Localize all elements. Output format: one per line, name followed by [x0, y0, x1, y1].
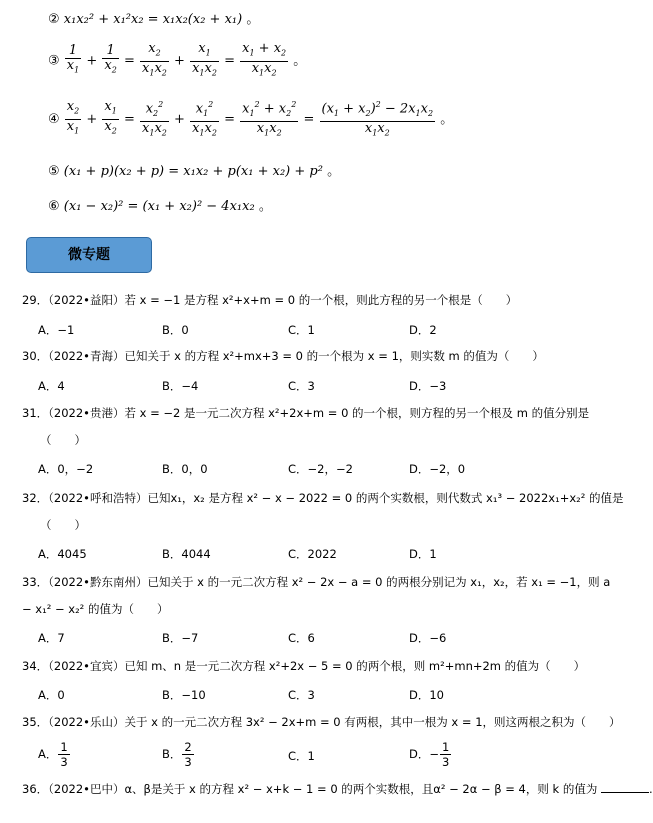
q33-option-d[interactable]: D．−6 — [409, 631, 447, 645]
question-32-continued: （ ） — [40, 518, 86, 532]
question-33-continued: − x₁² − x₂² 的值为（ ） — [22, 602, 169, 616]
q29-option-b[interactable]: B．0 — [162, 323, 189, 337]
q30-option-b[interactable]: B．−4 — [162, 379, 199, 393]
q32-option-c[interactable]: C．2022 — [288, 547, 337, 561]
q30-option-d[interactable]: D．−3 — [409, 379, 447, 393]
formula-2-expression: x₁x₂² + x₁²x₂ = x₁x₂(x₂ + x₁) — [63, 12, 243, 27]
question-36: 36．（2022•巴中）α、β是关于 x 的方程 x² − x+k − 1 = 0 的两个实数根，且α² − 2α − β = 4，则 k 的值为 . — [22, 782, 653, 796]
q31-option-d[interactable]: D．−2，0 — [409, 462, 466, 476]
formula-2: ② x₁x₂² + x₁²x₂ = x₁x₂(x₂ + x₁) 。 — [48, 12, 260, 27]
q31-option-a[interactable]: A．0，−2 — [38, 462, 94, 476]
q30-option-a[interactable]: A．4 — [38, 379, 65, 393]
q29-option-c[interactable]: C．1 — [288, 323, 315, 337]
q35-option-b[interactable]: B． $\frac{2}{3}$ — [162, 740, 192, 769]
formula-5: ⑤ (x₁ + p)(x₂ + p) = x₁x₂ + p(x₁ + x₂) + p² 。 — [48, 164, 341, 179]
q35-option-c[interactable]: C．1 — [288, 749, 315, 763]
q33-option-b[interactable]: B．−7 — [162, 631, 199, 645]
q31-option-b[interactable]: B．0，0 — [162, 462, 208, 476]
question-31-continued: （ ） — [40, 433, 86, 447]
question-30: 30．（2022•青海）已知关于 x 的方程 x²+mx+3 = 0 的一个根为 x = 1，则实数 m 的值为（ ） — [22, 349, 544, 363]
formula-3: ③ $\frac{1}{x_1}$ + $\frac{1}{x_2}$ = $\frac{x_2}{x_1x_2}$ + $\frac{x_1}{x_1x_2}$ = $\frac{x_1 + x_2}{x_1x_2}$ 。 — [48, 41, 307, 78]
question-31: 31．（2022•贵港）若 x = −2 是一元二次方程 x²+2x+m = 0 的一个根，则方程的另一个根及 m 的值分别是 — [22, 406, 590, 420]
question-32: 32．（2022•呼和浩特）已知x₁，x₂ 是方程 x² − x − 2022 = 0 的两个实数根，则代数式 x₁³ − 2022x₁+x₂² 的值是 — [22, 491, 624, 505]
q34-option-a[interactable]: A．0 — [38, 688, 65, 702]
question-35: 35．（2022•乐山）关于 x 的一元二次方程 3x² − 2x+m = 0 有两根，其中一根为 x = 1，则这两根之积为（ ） — [22, 715, 621, 729]
answer-blank[interactable] — [601, 782, 649, 793]
q35-option-d[interactable]: D．− $\frac{1}{3}$ — [409, 740, 450, 769]
q30-option-c[interactable]: C．3 — [288, 379, 315, 393]
q32-option-b[interactable]: B．4044 — [162, 547, 211, 561]
q35-option-a[interactable]: A． $\frac{1}{3}$ — [38, 740, 68, 769]
q34-option-b[interactable]: B．−10 — [162, 688, 206, 702]
q34-option-d[interactable]: D．10 — [409, 688, 444, 702]
formula-4: ④ $\frac{x_2}{x_1}$ + $\frac{x_1}{x_2}$ = $\frac{x_2^2}{x_1x_2}$ + $\frac{x_1^2}{x_1x_2}$ = $\frac{x_1^2 + x_2^2}{x_1x_2}$ = $\frac{(x_1 + x_2)^2 - 2x_1x_2}{x_1x_2}$ 。 — [48, 99, 454, 138]
q32-option-a[interactable]: A．4045 — [38, 547, 87, 561]
section-banner: 微专题 — [26, 237, 152, 273]
q33-option-a[interactable]: A．7 — [38, 631, 65, 645]
q32-option-d[interactable]: D．1 — [409, 547, 437, 561]
q29-option-d[interactable]: D．2 — [409, 323, 437, 337]
q34-option-c[interactable]: C．3 — [288, 688, 315, 702]
q33-option-c[interactable]: C．6 — [288, 631, 315, 645]
question-34: 34．（2022•宜宾）已知 m、n 是一元二次方程 x²+2x − 5 = 0 的两个根，则 m²+mn+2m 的值为（ ） — [22, 659, 586, 673]
q31-option-c[interactable]: C．−2，−2 — [288, 462, 353, 476]
question-33: 33．（2022•黔东南州）已知关于 x 的一元二次方程 x² − 2x − a = 0 的两根分别记为 x₁，x₂，若 x₁ = −1，则 a — [22, 575, 611, 589]
formula-2-number: ② — [48, 12, 60, 27]
formula-6: ⑥ (x₁ − x₂)² = (x₁ + x₂)² − 4x₁x₂ 。 — [48, 199, 272, 214]
question-29: 29．（2022•益阳）若 x = −1 是方程 x²+x+m = 0 的一个根，则此方程的另一个根是（ ） — [22, 293, 518, 307]
q29-option-a[interactable]: A．−1 — [38, 323, 75, 337]
